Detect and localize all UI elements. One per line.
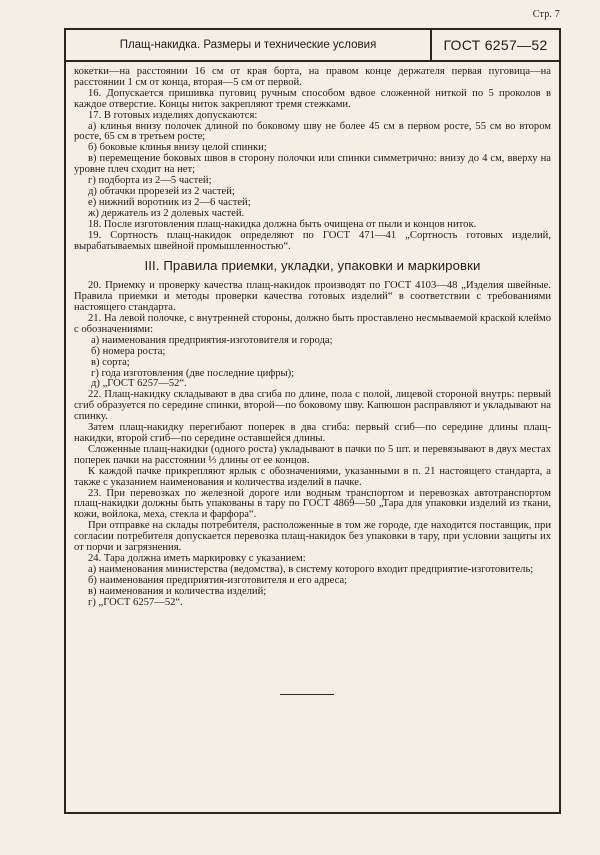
end-rule (280, 694, 334, 695)
paragraph-19: 19. Сортность плащ-накидок определяют по ГОСТ 471—41 „Сортность готовых изделий, вырабатываемых швейной промышленностью“. (74, 229, 551, 252)
paragraph-21-a: а) наименования предприятия-изготовителя и города; (91, 334, 333, 346)
document-body (66, 62, 559, 609)
paragraph-21-g: г) года изготовления (две последние цифры); (91, 367, 295, 379)
standard-code: ГОСТ 6257—52 (430, 30, 559, 60)
paragraph-24-v: в) наименования и количества изделий; (88, 585, 267, 597)
paragraph-21-b: б) номера роста; (91, 345, 166, 357)
paragraph-22: 22. Плащ-накидку складывают в два сгиба по длине, пола с полой, лицевой стороной внутрь: первый сгиб образуется по середине спинки, второй—по боковому шву. Капюшон расправляют и укладывают на спинку. (74, 389, 551, 423)
paragraph-21-v: в) сорта; (91, 356, 130, 368)
paragraph-17-d: д) обтачки прорезей из 2 частей; (88, 185, 235, 197)
paragraph-16: 16. Допускается пришивка пуговиц ручным способом вдвое сложенной ниткой по 5 проколов в каждое отверстие. Концы ниток закрепляют тремя стежками. (74, 87, 551, 110)
page-number: Стр. 7 (532, 9, 560, 20)
paragraph-22-4: К каждой пачке прикрепляют ярлык с обозначениями, указанными в п. 21 настоящего стандарта, а также с указанием наименования и количества изделий в пачке. (74, 465, 551, 488)
paragraph-18: 18. После изготовления плащ-накидка должна быть очищена от пыли и концов ниток. (88, 218, 477, 230)
paragraph-23-2: При отправке на склады потребителя, расположенные в том же городе, где находится поставщик, при согласии потребителя допускается перевозка плащ-накидок без упаковки в тару, при условии защиты их от порчи и загрязнения. (74, 520, 551, 554)
paragraph-17-g: г) подборта из 2—5 частей; (88, 175, 212, 187)
paragraph-17-a: а) клинья внизу полочек длиной по боковому шву не более 45 см в первом росте, 55 см во втором росте, 65 см в третьем росте; (74, 120, 551, 143)
paragraph-24: 24. Тара должна иметь маркировку с указанием: (88, 552, 306, 564)
document-header (66, 30, 559, 62)
page-frame (64, 28, 561, 814)
paragraph-23: 23. При перевозках по железной дороге или водным транспортом и перевозках автотранспортом плащ-накидки должны быть упакованы в тару по ГОСТ 4869—50 „Тара для упаковки изделий из ткани, кожи, войлока, меха, стекла и фарфора“. (74, 487, 551, 521)
paragraph-21: 21. На левой полочке, с внутренней стороны, должно быть проставлено несмываемой краской клеймо с обозначениями: (74, 313, 551, 335)
paragraph-22-3: Сложенные плащ-накидки (одного роста) укладывают в пачки по 5 шт. и перевязывают в двух местах поперек пачки на расстоянии ⅓ длины от ее концов. (74, 443, 551, 466)
document-title: Плащ-накидка. Размеры и технические условия (119, 39, 377, 51)
paragraph-24-b: б) наименования предприятия-изготовителя и его адреса; (88, 574, 348, 586)
paragraph-17: 17. В готовых изделиях допускаются: (88, 109, 258, 121)
paragraph-17-b: б) боковые клинья внизу целой спинки; (88, 142, 267, 154)
paragraph-17-e: е) нижний воротник из 2—6 частей; (88, 196, 251, 208)
paragraph-20: 20. Приемку и проверку качества плащ-накидок производят по ГОСТ 4103—48 „Изделия швейные. Правила приемки и методы проверки качества готовых изделий“ в соответствии с требованиями настоящего стандарта. (74, 280, 551, 314)
paragraph-17-v: в) перемещение боковых швов в сторону полочки или спинки симметрично: внизу до 4 см, вверху на уровне плеч сходит на нет; (74, 153, 551, 176)
section-title: III. Правила приемки, укладки, упаковки и маркировки (144, 258, 481, 274)
paragraph-24-a: а) наименования министерства (ведомства), в систему которого входит предприятие-изготовитель; (88, 563, 534, 575)
paragraph-15-continuation: кокетки—на расстоянии 16 см от края борта, на правом конце держателя первая пуговица—на расстоянии 1 см от конца, вторая—5 см от первой. (74, 66, 551, 88)
paragraph-22-2: Затем плащ-накидку перегибают поперек в два сгиба: первый сгиб—по середине длины плащ-накидки, второй сгиб—по середине оставшейся длины. (74, 422, 551, 444)
paragraph-17-zh: ж) держатель из 2 долевых частей. (88, 207, 245, 219)
paragraph-21-d: д) „ГОСТ 6257—52“. (91, 378, 187, 390)
paragraph-24-g: г) „ГОСТ 6257—52“. (88, 596, 183, 608)
